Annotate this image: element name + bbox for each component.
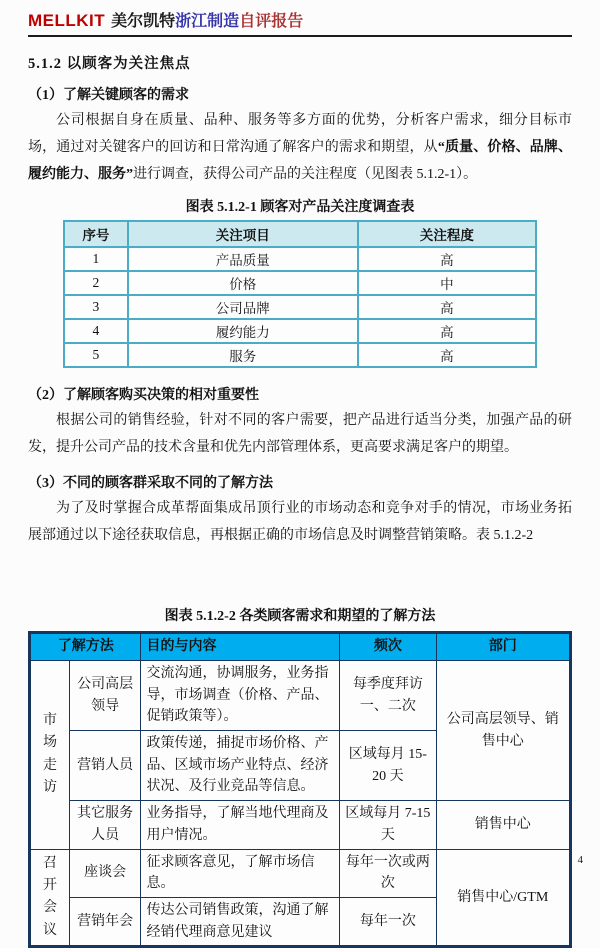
cell-degree: 高 (358, 247, 536, 271)
col-header-department: 部门 (436, 633, 570, 661)
paragraph-3: 为了及时掌握合成革帮面集成吊顶行业的市场动态和竞争对手的情况，市场业务拓展部通过以下途径获取信息，再根据正确的市场信息及时调整营销策略。表 5.1.2-2 (28, 501, 572, 543)
paragraph-1-text-a: 公司根据自身在质量、品种、服务等多方面的优势，分析客户需求，细分目标市场，通过对关键客户的回访和日常沟通了解客户的需求和期望，从 (28, 113, 572, 155)
col-header-method: 了解方法 (30, 633, 141, 661)
col-header-no: 序号 (64, 221, 128, 247)
cell-channel: 营销年会 (69, 897, 141, 946)
table-row (64, 319, 536, 343)
table-row (64, 271, 536, 295)
cell-department: 销售中心/GTM (436, 849, 570, 947)
cell-purpose: 征求顾客意见，了解市场信息。 (141, 849, 340, 897)
table-row (30, 801, 571, 849)
subsection-2-heading: （2）了解顾客购买决策的相对重要性 (28, 388, 259, 403)
cell-degree: 中 (358, 271, 536, 295)
cell-frequency: 区域每月 15-20 天 (340, 731, 436, 801)
cell-no: 4 (64, 319, 128, 343)
cell-channel: 公司高层领导 (69, 661, 141, 731)
table1-caption: 图表 5.1.2-1 顾客对产品关注度调查表 (185, 200, 415, 215)
cell-frequency: 区域每月 7-15 天 (340, 801, 436, 849)
paragraph-1-quoted-list: “质量、价格、品牌、履约能力、服务” (28, 140, 573, 182)
table-row (30, 661, 571, 731)
col-header-degree: 关注程度 (358, 221, 536, 247)
customer-understanding-methods-table (28, 631, 572, 948)
subsection-3-heading: （3）不同的顾客群采取不同的了解方法 (28, 476, 273, 491)
cell-department: 销售中心 (436, 801, 570, 849)
table-row (30, 849, 571, 897)
cell-no: 5 (64, 343, 128, 367)
report-title (111, 8, 303, 31)
col-header-frequency: 频次 (340, 633, 436, 661)
table-header-row (30, 633, 571, 661)
paragraph-2: 根据公司的销售经验，针对不同的客户需要，把产品进行适当分类，加强产品的研发，提升公司产品的技术含量和优先内部管理体系，更高要求满足客户的期望。 (28, 413, 572, 455)
report-title-program: 浙江制造 (175, 13, 240, 30)
running-header (28, 8, 572, 37)
cell-item: 公司品牌 (128, 295, 358, 319)
group-label-vertical: 市场走访 (42, 712, 57, 796)
col-header-purpose: 目的与内容 (141, 633, 340, 661)
customer-attention-table (63, 220, 537, 368)
cell-purpose: 业务指导，了解当地代理商及用户情况。 (141, 801, 340, 849)
page-number: 4 (577, 854, 583, 866)
subsection-1-heading: （1）了解关键顾客的需求 (28, 88, 189, 103)
section-heading: 5.1.2 以顾客为关注焦点 (28, 56, 191, 72)
cell-degree: 高 (358, 319, 536, 343)
paragraph-1 (28, 107, 572, 188)
cell-channel: 其它服务人员 (69, 801, 141, 849)
brand-logo-text: MELLKIT (28, 11, 106, 30)
cell-degree: 高 (358, 343, 536, 367)
cell-no: 3 (64, 295, 128, 319)
cell-department: 公司高层领导、销售中心 (436, 661, 570, 801)
cell-channel: 营销人员 (69, 731, 141, 801)
table-row (64, 343, 536, 367)
cell-purpose: 传达公司销售政策，沟通了解经销代理商意见建议 (141, 897, 340, 946)
group-cell-market-visit (30, 661, 70, 850)
group-label-vertical: 召开会议 (42, 855, 57, 938)
cell-frequency: 每年一次 (340, 897, 436, 946)
cell-no: 1 (64, 247, 128, 271)
report-title-type: 自评报告 (239, 13, 304, 30)
cell-purpose: 交流沟通，协调服务，业务指导，市场调查（价格、产品、促销政策等）。 (141, 661, 340, 731)
table-row (64, 295, 536, 319)
paragraph-1-text-c: 进行调查，获得公司产品的关注程度（见图表 5.1.2-1）。 (133, 167, 478, 182)
cell-item: 价格 (128, 271, 358, 295)
cell-item: 产品质量 (128, 247, 358, 271)
table-header-row (64, 221, 536, 247)
cell-degree: 高 (358, 295, 536, 319)
table2-caption: 图表 5.1.2-2 各类顾客需求和期望的了解方法 (164, 609, 436, 624)
cell-purpose: 政策传递，捕捉市场价格、产品、区域市场产业特点、经济状况、及行业竞品等信息。 (141, 731, 340, 801)
table-row (64, 247, 536, 271)
report-title-company: 美尔凯特 (111, 13, 176, 30)
group-cell-meetings (30, 849, 70, 947)
cell-frequency: 每季度拜访一、二次 (340, 661, 436, 731)
cell-channel: 座谈会 (69, 849, 141, 897)
cell-item: 服务 (128, 343, 358, 367)
col-header-item: 关注项目 (128, 221, 358, 247)
cell-no: 2 (64, 271, 128, 295)
cell-frequency: 每年一次或两次 (340, 849, 436, 897)
cell-item: 履约能力 (128, 319, 358, 343)
